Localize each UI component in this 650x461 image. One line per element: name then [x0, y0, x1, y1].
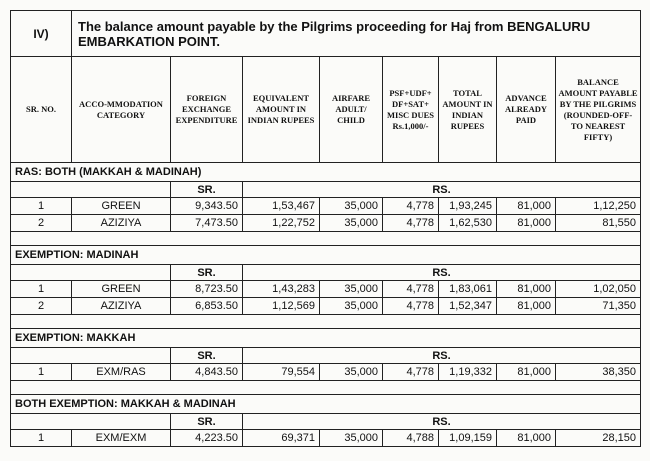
col-header-airfare: AIRFARE ADULT/ CHILD — [320, 57, 383, 163]
currency-rs: RS. — [243, 265, 641, 281]
table-row: 1 GREEN 9,343.50 1,53,467 35,000 4,778 1,93,245 81,000 1,12,250 — [11, 198, 641, 215]
col-header-psf-udf: PSF+UDF+ DF+SAT+ MISC DUES Rs.1,000/- — [383, 57, 439, 163]
col-header-foreign-exchange: FOREIGN EXCHANGE EXPENDITURE — [171, 57, 243, 163]
haj-balance-table — [10, 10, 641, 447]
col-header-accommodation: ACCO-MMODATION CATEGORY — [72, 57, 171, 163]
currency-rs: RS. — [243, 414, 641, 430]
section-number: IV) — [11, 11, 72, 57]
document-title: The balance amount payable by the Pilgrims proceeding for Haj from BENGALURU EMBARKATION POINT. — [72, 11, 641, 57]
currency-rs: RS. — [243, 182, 641, 198]
table-row: 2 AZIZIYA 6,853.50 1,12,569 35,000 4,778 1,52,347 81,000 71,350 — [11, 298, 641, 315]
col-header-sr-no: SR. NO. — [11, 57, 72, 163]
table-row: 2 AZIZIYA 7,473.50 1,22,752 35,000 4,778 1,62,530 81,000 81,550 — [11, 215, 641, 232]
table-row: 1 EXM/EXM 4,223.50 69,371 35,000 4,788 1,09,159 81,000 28,150 — [11, 430, 641, 447]
section-heading: RAS: BOTH (MAKKAH & MADINAH) — [11, 163, 641, 182]
currency-sr: SR. — [171, 414, 243, 430]
currency-sr: SR. — [171, 182, 243, 198]
col-header-total-inr: TOTAL AMOUNT IN INDIAN RUPEES — [439, 57, 497, 163]
section-heading: BOTH EXEMPTION: MAKKAH & MADINAH — [11, 395, 641, 414]
table-row: 1 GREEN 8,723.50 1,43,283 35,000 4,778 1,83,061 81,000 1,02,050 — [11, 281, 641, 298]
col-header-advance-paid: ADVANCE ALREADY PAID — [497, 57, 556, 163]
section-heading: EXEMPTION: MAKKAH — [11, 329, 641, 348]
currency-sr: SR. — [171, 265, 243, 281]
section-heading: EXEMPTION: MADINAH — [11, 246, 641, 265]
col-header-balance: BALANCE AMOUNT PAYABLE BY THE PILGRIMS (ROUNDED-OFF-TO NEAREST FIFTY) — [556, 57, 641, 163]
table-row: 1 EXM/RAS 4,843.50 79,554 35,000 4,778 1,19,332 81,000 38,350 — [11, 364, 641, 381]
currency-sr: SR. — [171, 348, 243, 364]
currency-rs: RS. — [243, 348, 641, 364]
col-header-equivalent-inr: EQUIVALENT AMOUNT IN INDIAN RUPEES — [243, 57, 320, 163]
